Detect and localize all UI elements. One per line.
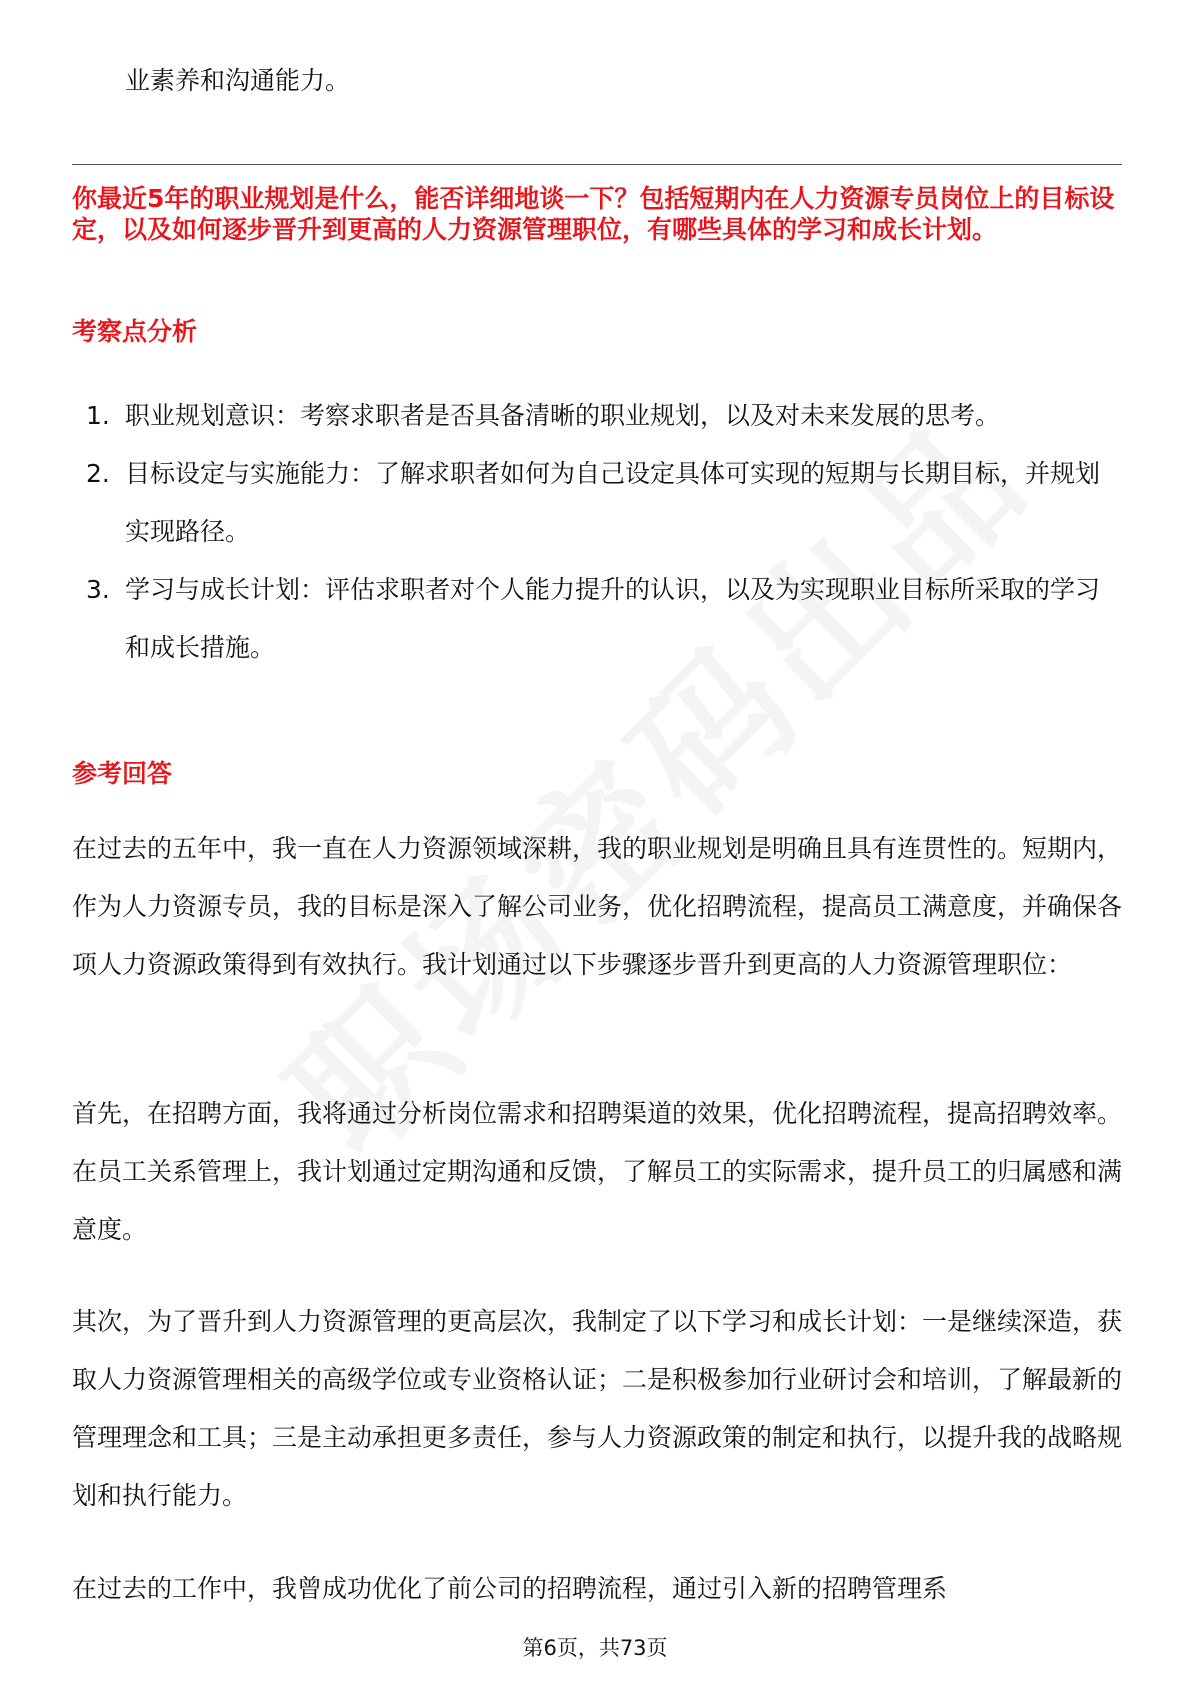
- analysis-item-text: 学习与成长计划：评估求职者对个人能力提升的认识，以及为实现职业目标所采取的学习和成长措施。: [125, 575, 1101, 662]
- answer-paragraph: 其次，为了晋升到人力资源管理的更高层次，我制定了以下学习和成长计划：一是继续深造，获取人力资源管理相关的高级学位或专业资格认证；二是积极参加行业研讨会和培训，了解最新的管理理念和工具；三是主动承担更多责任，参与人力资源政策的制定和执行，以提升我的战略规划和执行能力。: [72, 1307, 1123, 1510]
- page-footer: 第6页，共73页: [522, 1636, 668, 1660]
- interview-question: 你最近5年的职业规划是什么，能否详细地谈一下？包括短期内在人力资源专员岗位上的目标设定，以及如何逐步晋升到更高的人力资源管理职位，有哪些具体的学习和成长计划。: [72, 184, 1115, 244]
- analysis-item-text: 目标设定与实施能力：了解求职者如何为自己设定具体可实现的短期与长期目标，并规划实现路径。: [125, 459, 1101, 546]
- list-number: 1.: [86, 401, 110, 430]
- section-divider: [72, 164, 1122, 165]
- analysis-item: [72, 445, 1122, 561]
- analysis-list: [72, 387, 1122, 677]
- analysis-heading: 考察点分析: [72, 317, 198, 346]
- answer-paragraph: 在过去的工作中，我曾成功优化了前公司的招聘流程，通过引入新的招聘管理系: [72, 1574, 948, 1603]
- list-number: 3.: [86, 575, 110, 604]
- answer-heading: 参考回答: [72, 759, 173, 788]
- answer-paragraph: 在过去的五年中，我一直在人力资源领域深耕，我的职业规划是明确且具有连贯性的。短期内，作为人力资源专员，我的目标是深入了解公司业务，优化招聘流程，提高员工满意度，并确保各项人力资源政策得到有效执行。我计划通过以下步骤逐步晋升到更高的人力资源管理职位：: [72, 834, 1123, 979]
- continuation-text: 业素养和沟通能力。: [125, 66, 351, 95]
- list-number: 2.: [86, 459, 110, 488]
- analysis-item: [72, 561, 1122, 677]
- analysis-item: [72, 387, 1122, 445]
- analysis-item-text: 职业规划意识：考察求职者是否具备清晰的职业规划，以及对未来发展的思考。: [125, 401, 1001, 430]
- answer-paragraph: 首先，在招聘方面，我将通过分析岗位需求和招聘渠道的效果，优化招聘流程，提高招聘效率。在员工关系管理上，我计划通过定期沟通和反馈，了解员工的实际需求，提升员工的归属感和满意度。: [72, 1099, 1123, 1244]
